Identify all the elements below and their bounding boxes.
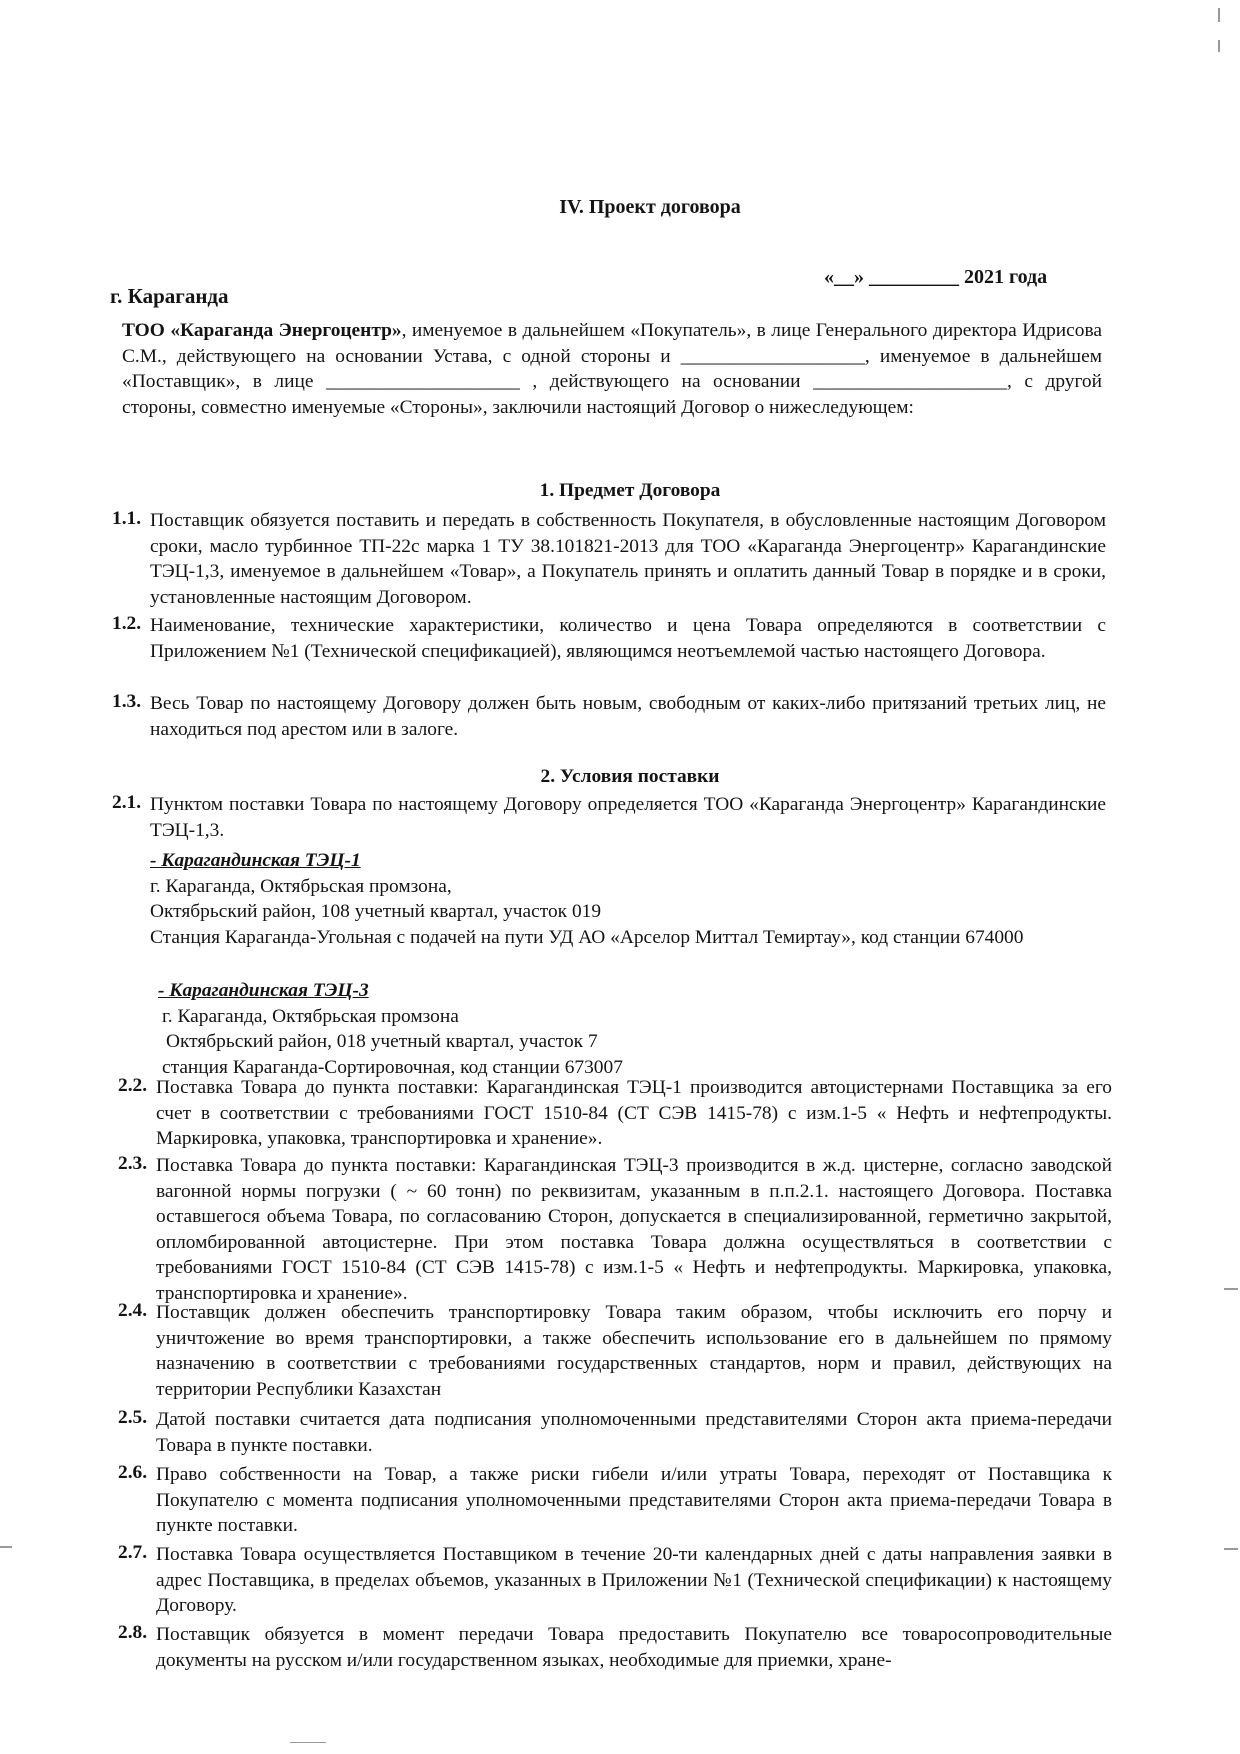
clause-number: 2.7. [118, 1542, 148, 1563]
tec-1-address [150, 848, 1110, 950]
clause-text: Поставщик обязуется поставить и передать в собственность Покупателя, в обусловленные настоящим Договором сроки, масло турбинное ТП-22с марка 1 ТУ 38.101821-2013 для ТОО «Караганда Энергоцентр» Карагандинские ТЭЦ-1,3, именуемое в дальнейшем «Товар», а Покупатель принять и оплатить данный Товар в порядке и в сроки, установленные настоящим Договором. [150, 510, 1106, 608]
clause-2-1 [112, 792, 1106, 843]
clause-text: Поставка Товара до пункта поставки: Карагандинская ТЭЦ-1 производится автоцистернами Поставщика за его счет в соответствии с требованиями ГОСТ 1510-84 (СТ СЭВ 1415-78) с изм.1-5 « Нефть и нефтепродукты. Маркировка, упаковка, транспортировка и хранение». [156, 1077, 1112, 1149]
clause-number: 1.1. [112, 508, 142, 529]
section-1-heading: 1. Предмет Договора [539, 480, 721, 501]
clause-number: 1.2. [112, 613, 142, 634]
buyer-name: ТОО «Караганда Энергоцентр» [122, 320, 402, 341]
clause-text: Датой поставки считается дата подписания уполномоченными представителями Сторон акта приема-передачи Товара в пункте поставки. [156, 1409, 1112, 1456]
clause-1-1 [112, 508, 1106, 610]
clause-number: 2.6. [118, 1462, 148, 1483]
clause-2-3 [118, 1153, 1112, 1306]
scan-mark [1224, 1548, 1238, 1550]
clause-number: 1.3. [112, 691, 142, 712]
clause-2-6 [118, 1462, 1112, 1539]
clause-text: Поставка Товара до пункта поставки: Карагандинская ТЭЦ-3 производится в ж.д. цистерне, согласно заводской вагонной нормы погрузки ( ~ 60 тонн) по реквизитам, указанным в п.п.2.1. настоящего Договора. Поставка оставшегося объема Товара, по согласованию Сторон, допускается в специализированной, герметично закрытой, опломбированной автоцистерне. При этом поставка Товара должна осуществляться в соответствии с требованиями ГОСТ 1510-84 (СТ СЭВ 1415-78) с изм.1-5 « Нефть и нефтепродукты. Маркировка, упаковка, транспортировка и хранение». [156, 1155, 1112, 1304]
clause-number: 2.8. [118, 1622, 148, 1643]
scan-mark [290, 1742, 326, 1743]
contract-city: г. Караганда [110, 284, 229, 308]
clause-number: 2.1. [112, 792, 142, 813]
scan-mark [1218, 8, 1220, 22]
tec-3-address [158, 978, 1108, 1080]
clause-text: Наименование, технические характеристики, количество и цена Товара определяются в соответствии с Приложением №1 (Технической спецификацией), являющимся неотъемлемой частью настоящего Договора. [150, 615, 1106, 662]
tec-1-title: - Карагандинская ТЭЦ-1 [150, 850, 361, 871]
preamble-text: , именуемое в дальнейшем «Покупатель», в лице Генерального директора Идрисова С.М., действующего на основании Устава, с одной стороны и ___________________, именуемое в дальнейшем «Поставщик», в лице ____________________ , действующего на основании ____________________, с другой стороны, совместно именуемые «Стороны», заключили настоящий Договор о нижеследующем: [122, 320, 1102, 418]
section-2-heading: 2. Условия поставки [540, 766, 720, 787]
clause-2-5 [118, 1407, 1112, 1458]
clause-text: Поставка Товара осуществляется Поставщиком в течение 20-ти календарных дней с даты направления заявки в адрес Поставщика, в пределах объемов, указанных в Приложении №1 (Технической спецификации) к настоящему Договору. [156, 1544, 1112, 1616]
tec-3-line-2: Октябрьский район, 018 учетный квартал, участок 7 [166, 1031, 598, 1052]
contract-date: «__» _________ 2021 года [824, 266, 1048, 288]
clause-text: Поставщик обязуется в момент передачи Товара предоставить Покупателю все товаросопроводительные документы на русском и/или государственном языках, необходимые для приемки, хране- [156, 1624, 1112, 1671]
tec-3-line-1: г. Караганда, Октябрьская промзона [162, 1005, 459, 1027]
scan-mark [1224, 1288, 1238, 1290]
clause-text: Весь Товар по настоящему Договору должен быть новым, свободным от каких-либо притязаний третьих лиц, не находиться под арестом или в залоге. [150, 693, 1106, 740]
clause-text: Поставщик должен обеспечить транспортировку Товара таким образом, чтобы исключить его порчу и уничтожение во время транспортировки, а также обеспечить использование его в дальнейшем по прямому назначению в соответствии с требованиями государственных стандартов, норм и правил, действующих на территории Республики Казахстан [156, 1302, 1112, 1400]
contract-preamble [122, 318, 1102, 420]
clause-number: 2.5. [118, 1407, 148, 1428]
tec-1-line-3: Станция Караганда-Угольная с подачей на пути УД АО «Арселор Миттал Темиртау», код станции 674000 [150, 926, 1024, 948]
clause-2-4 [118, 1300, 1112, 1402]
clause-1-3 [112, 691, 1106, 742]
clause-text: Право собственности на Товар, а также риски гибели и/или утраты Товара, переходят от Поставщика к Покупателю с момента подписания уполномоченными представителями Сторон акта приема-передачи Товара в пункте поставки. [156, 1464, 1112, 1536]
scan-mark [0, 1546, 12, 1548]
tec-1-line-2: Октябрьский район, 108 учетный квартал, участок 019 [150, 901, 602, 922]
clause-number: 2.4. [118, 1300, 148, 1321]
clause-2-8 [118, 1622, 1112, 1673]
tec-1-line-1: г. Караганда, Октябрьская промзона, [150, 875, 452, 897]
document-title: IV. Проект договора [559, 196, 741, 218]
clause-number: 2.2. [118, 1075, 148, 1096]
clause-2-2 [118, 1075, 1112, 1152]
clause-number: 2.3. [118, 1153, 148, 1174]
clause-2-7 [118, 1542, 1112, 1619]
clause-1-2 [112, 613, 1106, 664]
tec-3-title: - Карагандинская ТЭЦ-3 [158, 980, 369, 1001]
clause-text: Пунктом поставки Товара по настоящему Договору определяется ТОО «Караганда Энергоцентр» Карагандинские ТЭЦ-1,3. [150, 794, 1106, 841]
tec-3-line-3: станция Караганда-Сортировочная, код станции 673007 [162, 1056, 623, 1078]
scan-mark [1218, 40, 1220, 52]
